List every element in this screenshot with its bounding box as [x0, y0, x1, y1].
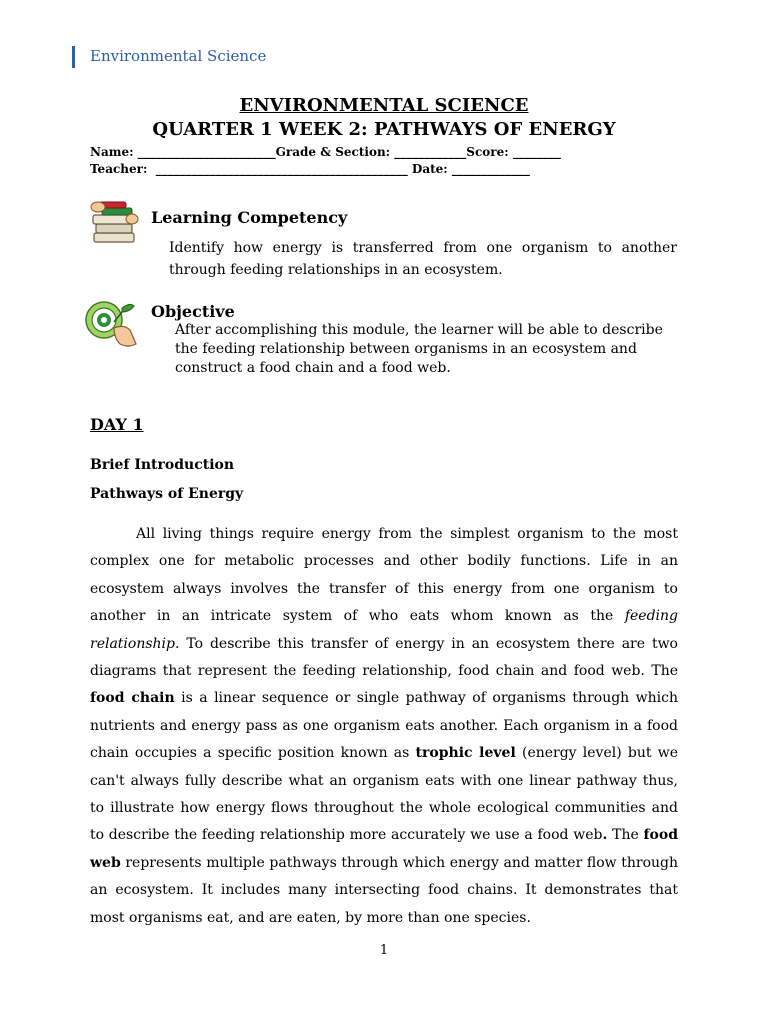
body-text-segment: All living things require energy from the simplest organism to the most complex one for metabolic processes and other bodily functions. Life in an ecosystem always involves the transfer of this energy from one organism to another in an intricate system of who eats whom known as the: [90, 526, 678, 625]
food-web-term: food web: [90, 827, 678, 871]
document-title: ENVIRONMENTAL SCIENCE: [239, 95, 529, 116]
body-text-segment: is a linear sequence or single pathway of organisms through which nutrients and energy pass as one organism eats another. Each organism in a food chain occupies a specific position known as: [90, 690, 678, 762]
objective-line: construct a food chain and a food web.: [175, 360, 451, 376]
pathways-of-energy-heading: Pathways of Energy: [90, 486, 244, 502]
trophic-level-term: trophic level: [415, 745, 516, 762]
body-text-segment: represents multiple pathways through which energy and matter flow through an ecosystem. It includes many intersecting food chains. It demonstrates that most organisms eat, and are eaten, by more than one species.: [90, 854, 678, 926]
objective-line: After accomplishing this module, the learner will be able to describe: [175, 322, 663, 338]
bold-period: .: [602, 827, 608, 844]
body-text-segment: The: [607, 827, 644, 844]
day-heading: DAY 1: [90, 415, 144, 434]
body-text-segment: (energy level) but we can't always fully describe what an organism eats with one linear pathway thus, to illustrate how energy flows throughout the whole ecological communities and to describe the feeding relationship more accurately we use a food web: [90, 745, 678, 844]
objective-line: the feeding relationship between organisms in an ecosystem and: [175, 341, 637, 357]
body-text-segment: . To describe this transfer of energy in an ecosystem there are two diagrams that represent the feeding relationship, food chain and food web. The: [90, 635, 678, 680]
food-chain-term: food chain: [90, 690, 175, 707]
header-accent-bar: [72, 46, 75, 68]
books-icon: [88, 197, 140, 249]
target-icon: [84, 298, 140, 350]
teacher-date-line: Teacher: __________________________________________ Date: _____________: [90, 162, 530, 176]
learning-competency-text: Identify how energy is transferred from one organism to another through feeding relationships in an ecosystem.: [169, 240, 677, 278]
running-header: Environmental Science: [90, 47, 267, 65]
learning-competency-heading: Learning Competency: [151, 208, 348, 227]
page-number: 1: [379, 943, 389, 958]
document-subtitle: QUARTER 1 WEEK 2: PATHWAYS OF ENERGY: [152, 119, 616, 140]
body-paragraph: [90, 521, 678, 932]
feeding-relationship-term: feeding relationship: [90, 608, 678, 652]
brief-introduction-heading: Brief Introduction: [90, 457, 235, 473]
objective-heading: Objective: [151, 302, 235, 321]
objective-text: [175, 321, 677, 378]
name-grade-score-line: Name: _______________________Grade & Section: ____________Score: ________: [90, 145, 561, 159]
